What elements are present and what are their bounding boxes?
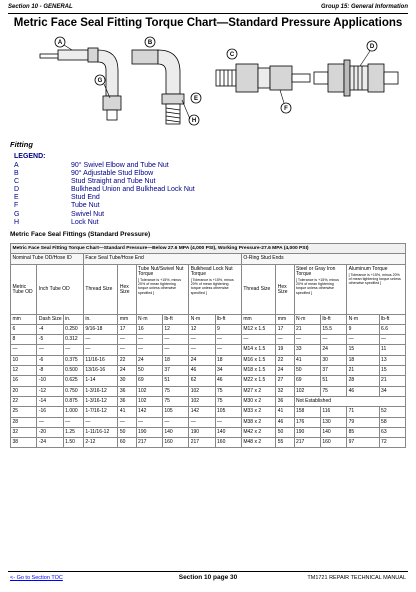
table-cell: 116 [320,407,346,417]
table-cell: 24 [136,355,162,365]
page-title: Metric Face Seal Fitting Torque Chart—Standard Pressure Applications [13,17,403,29]
table-cell: 50 [136,366,162,376]
table-cell: 41 [118,407,136,417]
table-cell: 60 [118,438,136,448]
table-cell: 17 [276,324,294,334]
table-row [11,355,406,365]
stud-straight-figure [216,64,310,92]
table-cell: 102 [189,396,215,406]
table-cell: 75 [162,396,188,406]
table-cell: 50 [276,427,294,437]
table-cell: 217 [189,438,215,448]
table-cell: 20 [11,386,37,396]
table-cell: 75 [215,396,241,406]
table-cell: 24 [276,366,294,376]
table-row [11,438,406,448]
col-hex-size-2: Hex Size [276,264,294,314]
tolerance-note: [ Tolerance is +15%, minus 20% of mean tightening torque unless otherwise specified ] [190,278,234,295]
table-cell: 16 [11,376,37,386]
unit-cell: N·m [189,314,215,324]
table-cell: 102 [294,386,320,396]
col-thread-size-2: Thread Size [241,264,275,314]
section-toc-link[interactable]: <- Go to Section TOC [10,575,63,581]
legend-item [14,194,195,202]
table-cell: 18 [215,355,241,365]
legend-key: G [14,210,20,218]
table-cell: 85 [347,427,379,437]
unit-cell: mm [241,314,275,324]
legend-text: 90° Adjustable Stud Elbow [71,170,154,178]
table-cell: 46 [189,366,215,376]
table-cell: 28 [347,376,379,386]
callout-d-text: D [369,44,375,50]
unit-cell: lb-ft [379,314,405,324]
legend-list [14,162,195,227]
col-steel-torque [294,264,347,314]
table-cell: -4 [37,324,63,334]
aluminum-label: Aluminum Torque [348,265,388,272]
table-cell: — [11,345,37,355]
table-cell: — [83,345,117,355]
table-cell: 102 [136,396,162,406]
callout-e-text: E [193,96,199,102]
legend-item [14,162,195,170]
table-cell: — [162,345,188,355]
table-cell: 28 [11,417,37,427]
table-cell: — [37,417,63,427]
table-cell: — [294,335,320,345]
table-cell: — [136,417,162,427]
torque-table [10,243,406,448]
table-cell: — [136,335,162,345]
col-aluminum-torque [347,264,406,314]
table-cell: 12 [11,366,37,376]
tolerance-note: [ Tolerance is +15%, minus 20% of mean tightening torque unless otherwise specified ] [138,278,182,295]
legend-key: H [14,218,20,226]
table-cell: 190 [294,427,320,437]
table-cell: 63 [379,427,405,437]
table-cell: 13 [379,355,405,365]
table-cell: 97 [347,438,379,448]
unit-cell: mm [118,314,136,324]
table-cell: 15.5 [320,324,346,334]
table-cell: 6.6 [379,324,405,334]
legend-text: Stud End [71,194,100,202]
table-cell: 30 [118,376,136,386]
table-cell: 102 [189,386,215,396]
table-cell: 12 [189,324,215,334]
swivel-elbow-figure [40,48,121,120]
col-metric-od: Metric Tube OD [11,264,37,314]
table-cell: 16 [136,324,162,334]
table-cell: 21 [379,376,405,386]
table-cell: — [118,335,136,345]
stud-elbow-figure [132,50,184,124]
table-cell: — [347,335,379,345]
table-cell: 58 [379,417,405,427]
legend-text: Stud Straight and Tube Nut [71,178,156,186]
table-cell: 0.750 [63,386,83,396]
table-cell: 15 [379,366,405,376]
table-cell: — [162,335,188,345]
unit-cell: N·m [347,314,379,324]
table-cell: 36 [118,386,136,396]
callout-b-text: B [147,40,153,46]
table-cell: 9/16-18 [83,324,117,334]
table-cell: — [63,345,83,355]
table-cell: 69 [136,376,162,386]
table-cell: — [215,335,241,345]
table-row [11,407,406,417]
table-row [11,345,406,355]
legend-item [14,219,195,227]
table-cell: 11/16-16 [83,355,117,365]
table-cell: 15 [347,345,379,355]
table-cell: 9 [215,324,241,334]
table-cell: M38 x 2 [241,417,275,427]
table-cell: 1-11/16-12 [83,427,117,437]
table-cell: 27 [276,376,294,386]
steel-label: Steel or Gray Iron Torque [296,265,336,277]
table-cell: 41 [294,355,320,365]
table-cell: 71 [347,407,379,417]
table-cell: M22 x 1.5 [241,376,275,386]
table-row [11,324,406,334]
table-cell: 22 [11,396,37,406]
table-row [11,335,406,345]
legend-key: F [14,202,19,210]
table-cell: — [320,335,346,345]
unit-cell: lb-ft [320,314,346,324]
table-cell: 36 [118,396,136,406]
table-cell: — [189,417,215,427]
col-bulkhead-torque [189,264,242,314]
table-cell: 38 [11,438,37,448]
legend-text: Bulkhead Union and Bulkhead Lock Nut [71,186,195,194]
table-cell: 105 [215,407,241,417]
manual-title: TM1721 REPAIR TECHNICAL MANUAL [307,575,406,581]
table-cell: 1.25 [63,427,83,437]
legend-item [14,170,195,178]
table-cell: 6 [11,324,37,334]
table-cell: 0.500 [63,366,83,376]
table-cell: -8 [37,366,63,376]
legend-text: 90° Swivel Elbow and Tube Nut [71,162,169,169]
table-cell: 34 [379,386,405,396]
unit-cell: lb-ft [162,314,188,324]
table-cell: 32 [11,427,37,437]
table-cell: 55 [276,438,294,448]
legend-key: D [14,186,20,194]
table-cell: 51 [320,376,346,386]
table-cell: 17 [118,324,136,334]
table-cell: M42 x 2 [241,427,275,437]
bulkhead-union-figure [314,60,398,96]
table-cell: 102 [136,386,162,396]
table-cell: 75 [215,386,241,396]
table-cell: 0.312 [63,335,83,345]
table-cell: — [215,345,241,355]
units-row [11,314,406,324]
table-cell: — [118,417,136,427]
table-cell: 72 [379,438,405,448]
table-cell: — [37,345,63,355]
table-cell: -24 [37,438,63,448]
callout-a-text: A [57,40,63,46]
table-cell: M16 x 1.5 [241,355,275,365]
header-section: Section 10 - GENERAL [8,4,73,10]
table-cell: Not Established [294,396,406,406]
col-tube-nut-torque [136,264,189,314]
callout-c-text: C [229,52,235,58]
table-cell: 62 [189,376,215,386]
table-cell: M33 x 2 [241,407,275,417]
table-cell: — [63,417,83,427]
table-cell: 140 [162,427,188,437]
callout-f-text: F [284,106,288,112]
table-cell: 21 [347,366,379,376]
table-cell: 18 [347,355,379,365]
table-cell: 13/16-16 [83,366,117,376]
table-cell: 50 [118,427,136,437]
table-cell: 142 [189,407,215,417]
legend-key: E [14,194,19,202]
table-row [11,417,406,427]
unit-cell: N·m [294,314,320,324]
table-cell: 25 [11,407,37,417]
table-cell: 140 [320,427,346,437]
table-cell: — [189,345,215,355]
table-cell: 18 [162,355,188,365]
group-oring: O-Ring Stud Ends [241,254,405,264]
unit-cell: mm [11,314,37,324]
unit-cell: lb-ft [215,314,241,324]
table-cell: 217 [294,438,320,448]
table-cell: — [241,335,275,345]
table-cell: 105 [162,407,188,417]
table-cell: 12 [162,324,188,334]
table-cell: 22 [118,355,136,365]
table-caption: Metric Face Seal Fitting Torque Chart—Standard Pressure—Below 27.6 MPA (4,000 PSI), Working Pressure-27.6 MPA (4,000 PSI) [11,244,406,254]
table-cell: 33 [294,345,320,355]
table-cell: 21 [294,324,320,334]
table-cell: — [83,335,117,345]
table-cell: 24 [118,366,136,376]
tolerance-note: [ Tolerance is +15%, minus 20% of mean tightening torque unless otherwise specified ] [348,272,401,286]
tube-nut-label: Tube Nut/Swivel Nut Torque [138,265,184,277]
table-cell: 52 [379,407,405,417]
fitting-label: Fitting [10,140,33,149]
table-cell: 50 [294,366,320,376]
legend-item [14,211,195,219]
legend-text: Tube Nut [71,202,100,210]
table-cell: 1-7/16-12 [83,407,117,417]
table-row [11,386,406,396]
table-cell: 37 [162,366,188,376]
tolerance-note: [ Tolerance is +15%, minus 20% of mean tightening torque unless otherwise specified ] [296,278,339,295]
fitting-illustrations [20,36,400,132]
callout-g-text: G [97,78,103,84]
callout-h-text: H [191,118,197,124]
group-nominal: Nominal Tube OD/Hose ID [11,254,84,264]
table-cell: 36 [276,396,294,406]
table-cell: 130 [320,417,346,427]
legend-title: LEGEND: [14,153,46,160]
table-cell: 30 [320,355,346,365]
table-cell: 24 [189,355,215,365]
table-cell: 217 [136,438,162,448]
table-cell: 11 [379,345,405,355]
section-title: Metric Face Seal Fittings (Standard Pressure) [10,231,151,238]
legend-item [14,186,195,194]
header-group: Group 15: General Information [320,4,408,10]
legend-text: Lock Nut [71,218,99,226]
table-cell: 160 [320,438,346,448]
table-cell: 51 [162,376,188,386]
table-cell: -6 [37,355,63,365]
table-cell: 1.50 [63,438,83,448]
table-cell: 0.375 [63,355,83,365]
table-cell: 46 [215,376,241,386]
table-cell: — [276,335,294,345]
table-cell: M48 x 2 [241,438,275,448]
table-cell: 2-12 [83,438,117,448]
table-cell: -5 [37,335,63,345]
legend-item [14,202,195,210]
table-cell: 75 [162,386,188,396]
group-face-seal: Face Seal Tube/Hose End [83,254,241,264]
table-row [11,396,406,406]
table-cell: 1-3/16-12 [83,396,117,406]
table-row [11,366,406,376]
table-cell: 79 [347,417,379,427]
table-cell: 176 [294,417,320,427]
table-cell: — [118,345,136,355]
table-cell: 22 [276,355,294,365]
table-cell: -20 [37,427,63,437]
table-cell: 41 [276,407,294,417]
unit-cell: mm [276,314,294,324]
footer-rule [8,571,408,572]
header-rule [8,13,408,14]
table-cell: 160 [215,438,241,448]
table-cell: 19 [276,345,294,355]
table-cell: 1.000 [63,407,83,417]
table-cell: M27 x 2 [241,386,275,396]
table-cell: 9 [347,324,379,334]
table-cell: 32 [276,386,294,396]
col-hex-size: Hex Size [118,264,136,314]
legend-key: B [14,170,19,178]
table-cell: 24 [320,345,346,355]
table-cell: — [83,417,117,427]
table-cell: — [162,417,188,427]
legend-key: A [14,162,19,169]
table-cell: M18 x 1.5 [241,366,275,376]
table-cell: M14 x 1.5 [241,345,275,355]
table-cell: 34 [215,366,241,376]
col-thread-size: Thread Size [83,264,117,314]
table-cell: — [189,335,215,345]
table-cell: 46 [347,386,379,396]
table-cell: 1-14 [83,376,117,386]
unit-cell: Dash Size [37,314,63,324]
table-cell: -12 [37,386,63,396]
unit-cell: in. [63,314,83,324]
table-cell: M30 x 2 [241,396,275,406]
legend-key: C [14,178,20,186]
table-cell: 0.625 [63,376,83,386]
table-cell: 0.875 [63,396,83,406]
table-cell: 142 [136,407,162,417]
legend-item [14,178,195,186]
table-cell: — [136,345,162,355]
table-cell: 10 [11,355,37,365]
table-cell: 190 [189,427,215,437]
table-cell: M12 x 1.5 [241,324,275,334]
bulkhead-label: Bulkhead Lock Nut Torque [190,265,233,277]
table-cell: 37 [320,366,346,376]
table-row [11,427,406,437]
table-cell: 0.250 [63,324,83,334]
table-cell: 190 [136,427,162,437]
page-number: Section 10 page 30 [178,574,238,581]
unit-cell: in. [83,314,117,324]
table-cell: 160 [162,438,188,448]
table-cell: 8 [11,335,37,345]
table-cell: 1-3/16-12 [83,386,117,396]
table-cell: -14 [37,396,63,406]
table-row [11,376,406,386]
table-cell: -10 [37,376,63,386]
table-cell: 69 [294,376,320,386]
table-cell: — [215,417,241,427]
col-inch-od: Inch Tube OD [37,264,84,314]
table-cell: 75 [320,386,346,396]
table-cell: 140 [215,427,241,437]
legend-text: Swivel Nut [71,210,105,218]
unit-cell: N·m [136,314,162,324]
table-cell: — [379,335,405,345]
table-cell: 46 [276,417,294,427]
table-cell: -16 [37,407,63,417]
table-cell: 158 [294,407,320,417]
